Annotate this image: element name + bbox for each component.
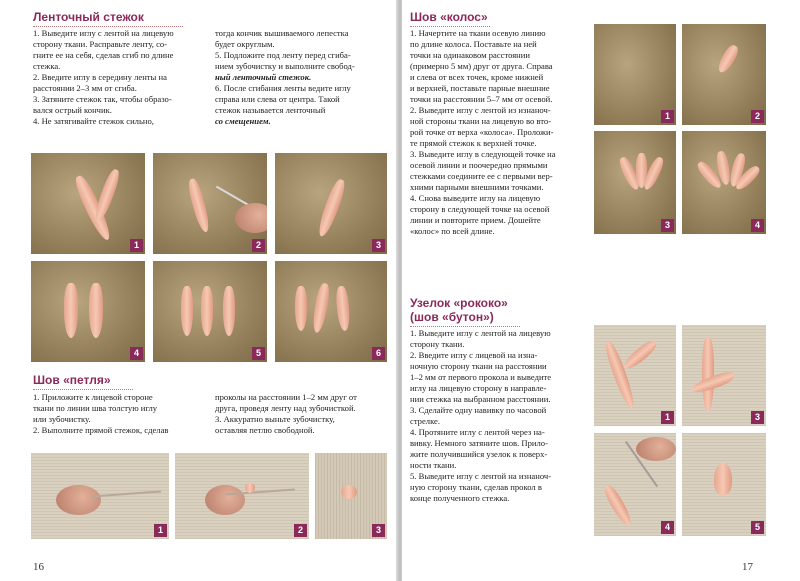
photo-number-badge: 6 [372, 347, 385, 360]
loop-stitch-photo-2 [175, 453, 309, 539]
text-line: ткани по линии шва толстую иглу [33, 403, 158, 413]
rococo-heading: Узелок «рококо» [410, 296, 508, 310]
text-line: 3. Сделайте одну навивку по часовой [410, 405, 547, 415]
photo-number-badge: 3 [751, 411, 764, 424]
needle-shape [91, 491, 161, 498]
ribbon-shape [245, 483, 255, 493]
text-line: конце полученного стежка. [410, 493, 510, 503]
text-line: ности ткани. [410, 460, 457, 470]
rococo-text [410, 328, 588, 504]
ribbon-shape [311, 282, 332, 333]
ear-stitch-photo-4 [682, 131, 766, 234]
text-line: расстоянии 2–3 мм от сгиба. [33, 83, 137, 93]
text-line: 1–2 мм от первого прокола и выведите [410, 372, 552, 382]
photo-number-badge: 3 [372, 239, 385, 252]
text-line: 4. Протяните иглу с лентой через на- [410, 427, 545, 437]
text-line: жите получившийся узелок к поверх- [410, 449, 548, 459]
photo-number-badge: 4 [661, 521, 674, 534]
text-line: сторону ткани. Расправьте ленту, со- [33, 39, 168, 49]
text-line: 6. После сгибания ленты ведите иглу [215, 83, 351, 93]
ribbon-shape [92, 168, 122, 224]
text-line: будет округлым. [215, 39, 275, 49]
text-line: и верхней, поставьте парные внешние [410, 83, 550, 93]
text-line: 5. Подложите под ленту перед сгиба- [215, 50, 351, 60]
ribbon-shape [602, 483, 635, 528]
finger-shape [636, 437, 676, 461]
text-line: 2. Введите иглу с лицевой на изна- [410, 350, 538, 360]
text-line: 1. Начертите на ткани осевую линию [410, 28, 546, 38]
text-line: рой точке от верха «колоса». Проложи- [410, 127, 554, 137]
photo-number-badge: 5 [751, 521, 764, 534]
text-line: точки на расстоянии 5–7 мм от осевой. [410, 94, 553, 104]
text-line: 4. Не затягивайте стежок сильно, [33, 116, 154, 126]
text-line: ной стороны ткани на лицевую во вто- [410, 116, 552, 126]
ribbon-shape [714, 463, 732, 495]
ribbon-shape [186, 177, 212, 233]
right-page [402, 0, 800, 581]
text-line: вивку. Немного затяните шов. Прило- [410, 438, 548, 448]
page-number: 16 [33, 561, 44, 573]
text-line: ную сторону ткани, сделав прокол в [410, 482, 542, 492]
text-line: стежками соедините ее с первыми вер- [410, 171, 553, 181]
text-line: осевой линии и поочередно прямыми [410, 160, 548, 170]
ribbon-shape [602, 340, 637, 410]
photo-number-badge: 4 [751, 219, 764, 232]
text-line: 5. Выведите иглу с лентой на изнаноч- [410, 471, 552, 481]
text-line-emphasis: ный ленточный стежок. [215, 72, 312, 82]
text-line: линии и повторите прием. Дошейте [410, 215, 541, 225]
photo-number-badge: 1 [661, 110, 674, 123]
text-line: 2. Введите иглу в середину ленты на [33, 72, 167, 82]
photo-number-badge: 5 [252, 347, 265, 360]
ribbon-stitch-photo-5 [153, 261, 267, 362]
ear-stitch-photo-1 [594, 24, 676, 125]
photo-number-badge: 2 [252, 239, 265, 252]
text-line: точки на одинаковом расстоянии [410, 50, 530, 60]
ribbon-shape [89, 283, 103, 338]
rococo-subheading: (шов «бутон») [410, 310, 520, 327]
page-number: 17 [742, 561, 753, 573]
text-line: ночную сторону ткани на расстоянии [410, 361, 547, 371]
photo-number-badge: 1 [661, 411, 674, 424]
text-line: тогда кончик вышиваемого лепестка [215, 28, 349, 38]
text-line: 2. Выведите иглу с лентой из изнаноч- [410, 105, 551, 115]
ribbon-stitch-text-col1 [33, 28, 205, 127]
finger-shape [235, 203, 267, 233]
photo-number-badge: 2 [294, 524, 307, 537]
photo-number-badge: 3 [661, 219, 674, 232]
text-line: 4. Снова выведите иглу на лицевую [410, 193, 541, 203]
ribbon-stitch-photo-6 [275, 261, 387, 362]
ribbon-stitch-photo-4 [31, 261, 145, 362]
text-line: 3. Выведите иглу в следующей точке на [410, 149, 556, 159]
ear-stitch-photo-2 [682, 24, 766, 125]
text-line: гните ее на себя, сделав сгиб по длине [33, 50, 174, 60]
text-line: 1. Выведите иглу с лентой на лицевую [33, 28, 174, 38]
text-line: хними парными внешними точками. [410, 182, 544, 192]
rococo-photo-4 [594, 433, 676, 536]
ribbon-stitch-heading: Ленточный стежок [33, 10, 183, 27]
text-line: 1. Приложите к лицевой стороне [33, 392, 153, 402]
rococo-photo-1 [594, 325, 676, 426]
text-line: 3. Аккуратно выньте зубочистку, [215, 414, 335, 424]
text-line: те прямой стежок к верхней точке. [410, 138, 537, 148]
finger-shape [56, 485, 101, 515]
text-line: по длине колоса. Поставьте на ней [410, 39, 537, 49]
ribbon-shape [702, 337, 714, 412]
photo-number-badge: 1 [154, 524, 167, 537]
ribbon-shape [621, 338, 659, 373]
ribbon-shape [295, 286, 307, 331]
text-line: стежка. [33, 61, 61, 71]
ribbon-shape [315, 178, 348, 239]
text-line: «колос» по всей длине. [410, 226, 495, 236]
ribbon-shape [64, 283, 78, 338]
loop-stitch-text-col2 [215, 392, 387, 436]
ribbon-shape [341, 485, 357, 499]
finger-shape [205, 485, 245, 515]
ribbon-stitch-photo-2 [153, 153, 267, 254]
text-line: нием зубочистку и выполните свобод- [215, 61, 355, 71]
loop-stitch-text-col1 [33, 392, 205, 436]
text-line: (примерно 5 мм) друг от друга. Справа [410, 61, 553, 71]
text-line: 2. Выполните прямой стежок, сделав [33, 425, 169, 435]
text-line: сторону ткани. [410, 339, 465, 349]
text-line: нии стежка на выбранном расстоянии. [410, 394, 551, 404]
left-page [0, 0, 398, 581]
text-line: друга, проведя ленту над зубочисткой. [215, 403, 356, 413]
text-line: сторону в следующей точке на осевой [410, 204, 550, 214]
loop-stitch-heading: Шов «петля» [33, 373, 133, 390]
ribbon-shape [201, 286, 213, 336]
loop-stitch-photo-1 [31, 453, 169, 539]
text-line: 3. Затяните стежок так, чтобы образо- [33, 94, 172, 104]
photo-number-badge: 4 [130, 347, 143, 360]
ribbon-shape [181, 286, 193, 336]
ear-stitch-text [410, 28, 588, 237]
ribbon-shape [223, 286, 235, 336]
text-line: вался острый кончик. [33, 105, 112, 115]
text-line: иглу на лицевую сторону в направле- [410, 383, 547, 393]
text-line: стрелке. [410, 416, 440, 426]
text-line: стежок называется ленточный [215, 105, 326, 115]
text-line-emphasis: со смещением. [215, 116, 271, 126]
text-line: 1. Выведите иглу с лентой на лицевую [410, 328, 551, 338]
rococo-photo-3 [682, 325, 766, 426]
ribbon-shape [715, 43, 740, 75]
ribbon-shape [335, 286, 351, 332]
ribbon-stitch-photo-3 [275, 153, 387, 254]
loop-stitch-photo-3 [315, 453, 387, 539]
rococo-photo-5 [682, 433, 766, 536]
text-line: проколы на расстоянии 1–2 мм друг от [215, 392, 357, 402]
text-line: справа или слева от центра. Такой [215, 94, 340, 104]
photo-number-badge: 3 [372, 524, 385, 537]
text-line: и слева от всех точек, кроме нижней [410, 72, 544, 82]
ribbon-stitch-text-col2 [215, 28, 387, 127]
ribbon-stitch-photo-1 [31, 153, 145, 254]
photo-number-badge: 2 [751, 110, 764, 123]
ear-stitch-heading: Шов «колос» [410, 10, 490, 27]
ear-stitch-photo-3 [594, 131, 676, 234]
text-line: оставляя петлю свободной. [215, 425, 315, 435]
photo-number-badge: 1 [130, 239, 143, 252]
text-line: или зубочистку. [33, 414, 91, 424]
